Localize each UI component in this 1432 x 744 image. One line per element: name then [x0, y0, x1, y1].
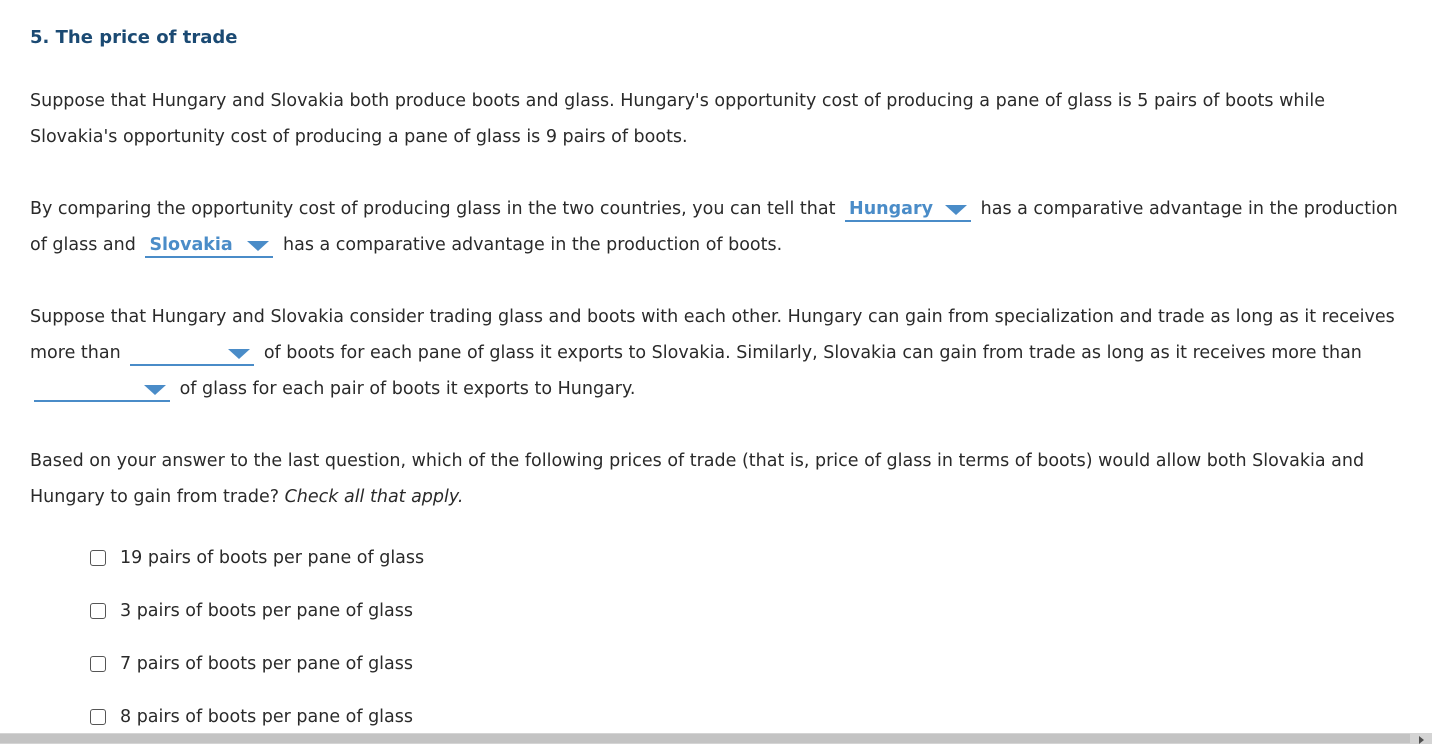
caret-down-icon [228, 349, 250, 359]
dropdown-selected-value: Slovakia [149, 235, 233, 255]
caret-down-icon [247, 241, 269, 251]
text-segment: By comparing the opportunity cost of producing glass in the two countries, you can tell that [30, 199, 836, 219]
paragraph-intro: Suppose that Hungary and Slovakia both produce boots and glass. Hungary's opportunity cost of producing a pane of glass is 5 pairs of boots while Slovakia's opportunity cost of producing a pane of glass is 9 pairs of boots. [30, 91, 1325, 147]
choice-item[interactable] [90, 649, 413, 679]
glass-advantage-dropdown[interactable] [845, 196, 971, 222]
paragraph-comparative-advantage [30, 191, 1415, 263]
scrollbar-thumb[interactable] [0, 734, 1410, 743]
checkbox-icon[interactable] [90, 550, 106, 566]
choice-item[interactable] [90, 543, 424, 573]
checkbox-icon[interactable] [90, 603, 106, 619]
text-segment: of glass for each pair of boots it exports to Hungary. [179, 379, 636, 399]
choice-item[interactable] [90, 702, 413, 732]
dropdown-selected-value [34, 379, 38, 399]
text-segment: has a comparative advantage in the production of glass and [30, 199, 1398, 255]
instruction-text: Check all that apply. [284, 487, 464, 507]
hungary-min-boots-dropdown[interactable] [130, 340, 254, 366]
dropdown-selected-value [130, 343, 134, 363]
question-title: 5. The price of trade [30, 27, 238, 48]
choice-item[interactable] [90, 596, 413, 626]
paragraph-trade-gains [30, 299, 1415, 407]
choice-label: 8 pairs of boots per pane of glass [120, 707, 414, 727]
text-segment: has a comparative advantage in the production of boots. [283, 235, 783, 255]
text-segment: of boots for each pane of glass it exports to Slovakia. Similarly, Slovakia can gain from trade as long as it receives more than [263, 343, 1362, 363]
checkbox-icon[interactable] [90, 709, 106, 725]
boots-advantage-dropdown[interactable] [145, 232, 273, 258]
horizontal-scrollbar[interactable] [0, 733, 1432, 744]
text-segment: Suppose that Hungary and Slovakia consider trading glass and boots with each other. Hungary can gain from specialization and trade as long as it receives more than [30, 307, 1395, 363]
dropdown-selected-value: Hungary [849, 199, 933, 219]
checkbox-icon[interactable] [90, 656, 106, 672]
choice-label: 7 pairs of boots per pane of glass [120, 654, 414, 674]
caret-down-icon [945, 205, 967, 215]
text-segment: Based on your answer to the last question, which of the following prices of trade (that is, price of glass in terms of boots) would allow both Slovakia and Hungary to gain from trade? [30, 451, 1365, 507]
caret-down-icon [144, 385, 166, 395]
choice-label: 3 pairs of boots per pane of glass [120, 601, 414, 621]
choice-label: 19 pairs of boots per pane of glass [120, 548, 425, 568]
paragraph-price-question [30, 443, 1415, 515]
scroll-right-arrow-icon[interactable] [1419, 736, 1424, 744]
slovakia-min-glass-dropdown[interactable] [34, 376, 170, 402]
